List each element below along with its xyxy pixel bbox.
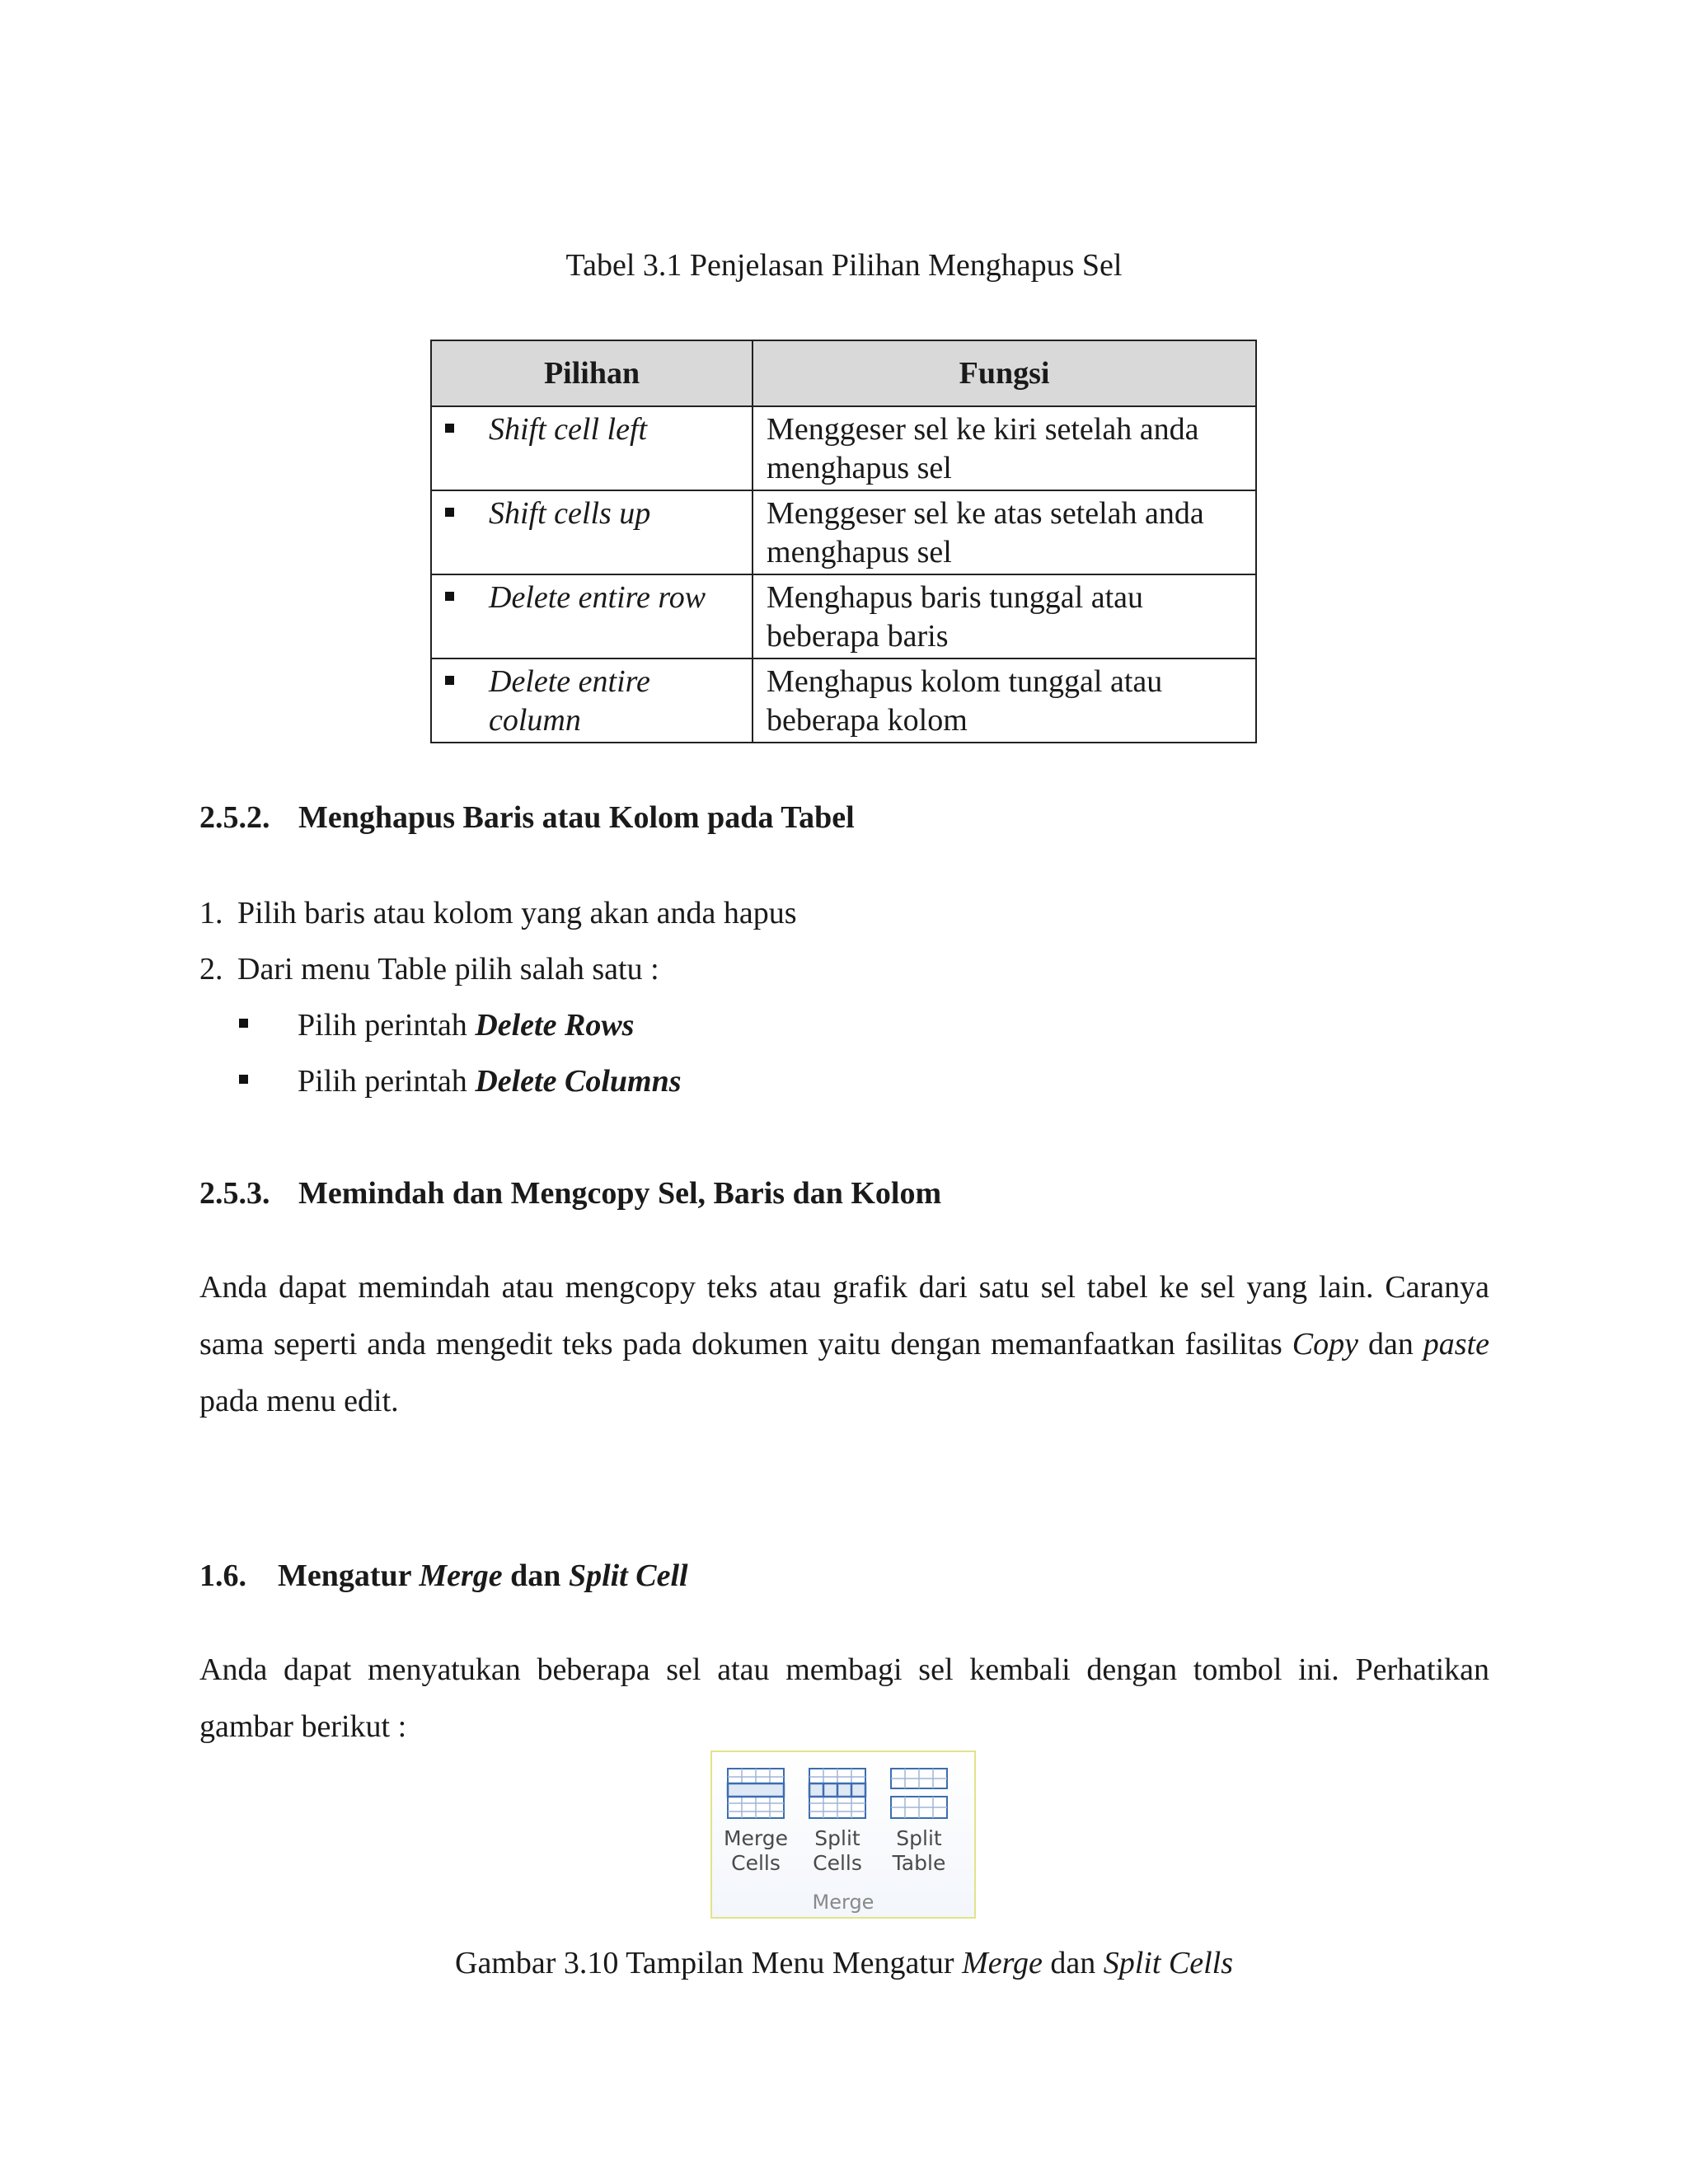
sub-list-item — [239, 1007, 634, 1043]
split-cells-icon — [808, 1767, 867, 1820]
function-cell: Menghapus baris tunggal atau beberapa baris — [753, 574, 1256, 658]
section-title: Menghapus Baris atau Kolom pada Tabel — [298, 800, 855, 835]
square-bullet-icon — [445, 676, 454, 685]
merge-ribbon-group — [710, 1750, 976, 1919]
section-number: 2.5.3. — [199, 1176, 270, 1211]
option-cell — [431, 406, 753, 490]
section-heading-253 — [199, 1175, 941, 1212]
square-bullet-icon — [239, 1019, 248, 1028]
paste-term: paste — [1423, 1327, 1489, 1361]
table-caption: Tabel 3.1 Penjelasan Pilihan Menghapus Sel — [565, 248, 1123, 283]
option-cell — [431, 490, 753, 574]
figure-caption-text: Gambar 3.10 Tampilan Menu Mengatur — [455, 1946, 963, 1980]
section-title: Memindah dan Mengcopy Sel, Baris dan Kolom — [298, 1176, 942, 1211]
list-text: Dari menu Table pilih salah satu : — [237, 952, 659, 987]
paragraph-merge: Anda dapat menyatukan beberapa sel atau membagi sel kembali dengan tombol ini. Perhatikan gambar berikut : — [199, 1652, 1489, 1744]
option-text: Shift cells up — [489, 496, 651, 531]
option-text: Shift cell left — [489, 412, 648, 447]
section-heading-252 — [199, 799, 855, 836]
section-title-split: Split Cell — [568, 1558, 688, 1593]
list-text: Pilih baris atau kolom yang akan anda hapus — [237, 896, 797, 930]
section-number: 1.6. — [199, 1558, 246, 1593]
merge-cells-icon — [726, 1767, 785, 1820]
figure-caption-text: dan — [1042, 1946, 1104, 1980]
option-text: Delete entire column — [489, 664, 650, 738]
copy-term: Copy — [1292, 1327, 1359, 1361]
ribbon-group-label: Merge — [812, 1891, 874, 1914]
command-name: Delete Rows — [475, 1008, 635, 1043]
function-cell: Menggeser sel ke kiri setelah anda menghapus sel — [753, 406, 1256, 490]
table-row — [431, 490, 1256, 574]
split-table-button[interactable] — [882, 1767, 956, 1876]
section-title-merge: Merge — [419, 1558, 503, 1593]
split-cells-button[interactable] — [800, 1767, 874, 1876]
sub-list-item — [239, 1063, 682, 1099]
split-table-label-2: Table — [892, 1851, 946, 1875]
section-heading-16 — [199, 1558, 688, 1594]
paragraph-text: Anda dapat memindah atau mengcopy teks atau grafik dari satu sel tabel ke sel yang lain. Caranya sama seperti anda mengedit teks pada dokumen yaitu dengan memanfaatkan fasilitas — [199, 1270, 1489, 1361]
split-cells-label-2: Cells — [813, 1851, 862, 1875]
merge-label-2: Cells — [731, 1851, 781, 1875]
table-header-fungsi: Fungsi — [753, 340, 1256, 406]
merge-label-1: Merge — [723, 1826, 789, 1850]
square-bullet-icon — [445, 592, 454, 601]
sub-list-prefix: Pilih perintah — [298, 1064, 476, 1099]
split-table-label-1: Split — [896, 1826, 942, 1850]
function-cell: Menggeser sel ke atas setelah anda menghapus sel — [753, 490, 1256, 574]
merge-cells-button[interactable] — [719, 1767, 793, 1876]
option-text: Delete entire row — [489, 580, 706, 615]
delete-options-table — [430, 340, 1257, 743]
section-title-pre: Mengatur — [278, 1558, 420, 1593]
table-row — [431, 574, 1256, 658]
figure-caption — [0, 1945, 1688, 1981]
split-cells-label-1: Split — [814, 1826, 860, 1850]
paragraph-copy — [199, 1259, 1489, 1430]
figure-caption-merge: Merge — [962, 1946, 1043, 1980]
section-number: 2.5.2. — [199, 800, 270, 835]
table-header-pilihan: Pilihan — [431, 340, 753, 406]
sub-list-prefix: Pilih perintah — [298, 1008, 476, 1043]
table-row — [431, 658, 1256, 743]
paragraph-text: dan — [1358, 1327, 1423, 1361]
list-item — [199, 895, 797, 931]
list-number: 2. — [199, 952, 223, 987]
square-bullet-icon — [239, 1075, 248, 1084]
figure-caption-split: Split Cells — [1103, 1946, 1233, 1980]
split-table-icon — [889, 1767, 949, 1820]
square-bullet-icon — [445, 424, 454, 433]
function-cell: Menghapus kolom tunggal atau beberapa kolom — [753, 658, 1256, 743]
paragraph-text: pada menu edit. — [199, 1384, 399, 1418]
option-cell — [431, 574, 753, 658]
list-item — [199, 951, 659, 987]
table-row — [431, 406, 1256, 490]
list-number: 1. — [199, 896, 223, 930]
square-bullet-icon — [445, 508, 454, 517]
section-title-mid: dan — [502, 1558, 569, 1593]
command-name: Delete Columns — [475, 1064, 682, 1099]
option-cell — [431, 658, 753, 743]
